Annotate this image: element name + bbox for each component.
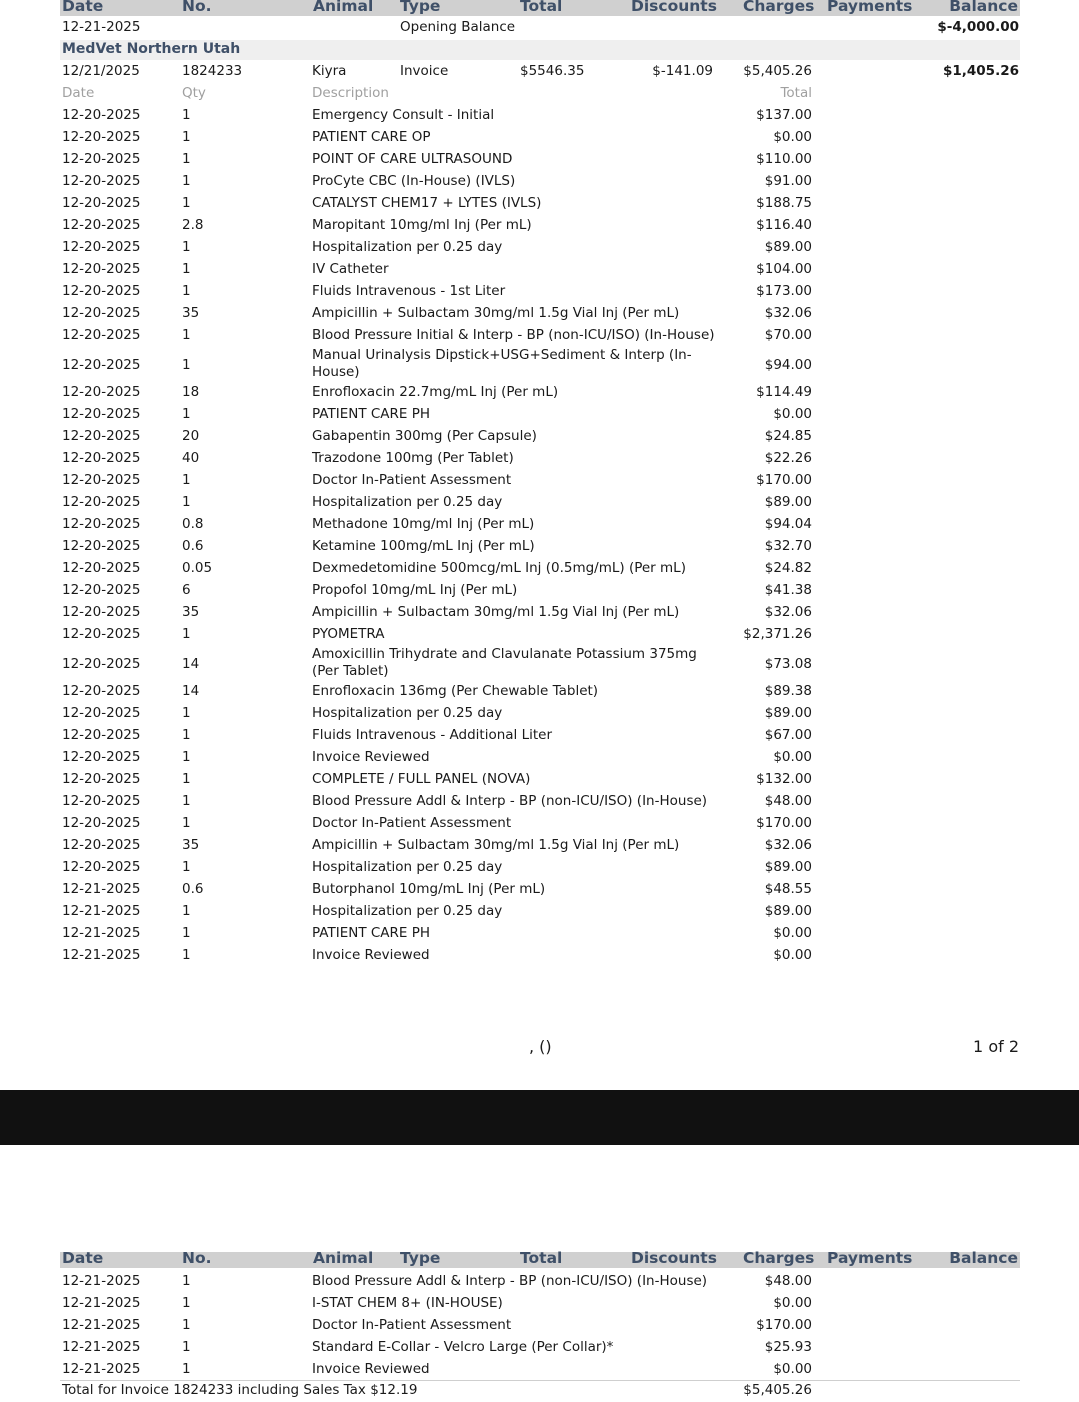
table-row [0, 683, 1079, 705]
item-qty: 2.8 [182, 217, 204, 233]
item-qty: 1 [182, 327, 191, 343]
item-qty: 1 [182, 472, 191, 488]
header-animal: Animal [313, 1249, 374, 1267]
item-date: 12-21-2025 [62, 1295, 141, 1311]
header-charges: Charges [743, 1249, 815, 1267]
item-description: Hospitalization per 0.25 day [312, 903, 503, 919]
item-date: 12-20-2025 [62, 749, 141, 765]
opening-label: Opening Balance [400, 19, 516, 35]
table-row [0, 1317, 1079, 1339]
opening-date: 12-21-2025 [62, 19, 141, 35]
invoice-date: 12/21/2025 [62, 63, 140, 79]
item-date: 12-20-2025 [62, 261, 141, 277]
item-date: 12-20-2025 [62, 837, 141, 853]
item-total: $89.00 [764, 494, 812, 510]
subheader-qty: Qty [182, 85, 206, 101]
item-description: Dexmedetomidine 500mcg/mL Inj (0.5mg/mL) (Per mL) [312, 560, 686, 576]
item-total: $110.00 [756, 151, 812, 167]
item-date: 12-20-2025 [62, 327, 141, 343]
header-animal: Animal [313, 0, 374, 15]
header-discounts: Discounts [631, 0, 717, 15]
item-total: $0.00 [773, 925, 812, 941]
table-row [0, 859, 1079, 881]
table-row [0, 793, 1079, 815]
table-row [0, 107, 1079, 129]
item-total: $137.00 [756, 107, 812, 123]
table-row [0, 1339, 1079, 1361]
header-date: Date [62, 0, 104, 15]
header-payments: Payments [827, 0, 913, 15]
item-description: Emergency Consult - Initial [312, 107, 495, 123]
item-date: 12-20-2025 [62, 656, 141, 672]
item-total: $170.00 [756, 1317, 812, 1333]
item-total: $89.00 [764, 705, 812, 721]
item-qty: 1 [182, 1295, 191, 1311]
item-date: 12-20-2025 [62, 560, 141, 576]
item-date: 12-21-2025 [62, 881, 141, 897]
table-row [0, 494, 1079, 516]
item-total: $32.06 [764, 604, 812, 620]
item-date: 12-21-2025 [62, 947, 141, 963]
item-date: 12-20-2025 [62, 217, 141, 233]
item-total: $24.85 [764, 428, 812, 444]
item-total: $104.00 [756, 261, 812, 277]
table-row [0, 129, 1079, 151]
item-description: Manual Urinalysis Dipstick+USG+Sediment & Interp (In-House) [312, 347, 692, 380]
grand-total-label: Total for Invoice 1824233 including Sales Tax $12.19 [62, 1382, 418, 1398]
item-description: Maropitant 10mg/ml Inj (Per mL) [312, 217, 532, 233]
item-total: $32.06 [764, 305, 812, 321]
item-date: 12-20-2025 [62, 151, 141, 167]
item-date: 12-20-2025 [62, 239, 141, 255]
item-qty: 1 [182, 406, 191, 422]
header-balance: Balance [949, 1249, 1018, 1267]
invoice-total: $5546.35 [520, 63, 585, 79]
header-type: Type [400, 0, 441, 15]
item-description: Hospitalization per 0.25 day [312, 494, 503, 510]
table-row [0, 472, 1079, 494]
item-date: 12-21-2025 [62, 903, 141, 919]
item-date: 12-21-2025 [62, 1317, 141, 1333]
item-date: 12-20-2025 [62, 384, 141, 400]
item-qty: 35 [182, 604, 200, 620]
item-description: Blood Pressure Addl & Interp - BP (non-ICU/ISO) (In-House) [312, 1273, 708, 1289]
item-total: $67.00 [764, 727, 812, 743]
item-qty: 1 [182, 195, 191, 211]
subheader-total: Total [780, 85, 812, 101]
item-total: $0.00 [773, 406, 812, 422]
header-total: Total [520, 1249, 563, 1267]
item-description: Propofol 10mg/mL Inj (Per mL) [312, 582, 518, 598]
item-qty: 1 [182, 239, 191, 255]
table-row [0, 538, 1079, 560]
item-total: $91.00 [764, 173, 812, 189]
table-row [0, 1295, 1079, 1317]
item-qty: 6 [182, 582, 191, 598]
item-date: 12-20-2025 [62, 793, 141, 809]
item-qty: 0.8 [182, 516, 204, 532]
item-description: Amoxicillin Trihydrate and Clavulanate Potassium 375mg (Per Tablet) [312, 646, 697, 679]
item-qty: 0.05 [182, 560, 213, 576]
item-description: PATIENT CARE PH [312, 925, 431, 941]
item-date: 12-21-2025 [62, 1339, 141, 1355]
table-row [0, 327, 1079, 349]
item-total: $170.00 [756, 472, 812, 488]
item-total: $132.00 [756, 771, 812, 787]
invoice-type: Invoice [400, 63, 449, 79]
item-qty: 1 [182, 947, 191, 963]
item-date: 12-21-2025 [62, 1361, 141, 1377]
table-row [0, 384, 1079, 406]
item-date: 12-20-2025 [62, 357, 141, 373]
item-qty: 1 [182, 107, 191, 123]
page-number: 1 of 2 [973, 1037, 1019, 1056]
item-qty: 1 [182, 793, 191, 809]
item-description: I-STAT CHEM 8+ (IN-HOUSE) [312, 1295, 503, 1311]
item-description: Invoice Reviewed [312, 749, 430, 765]
item-description: Methadone 10mg/ml Inj (Per mL) [312, 516, 535, 532]
item-total: $114.49 [756, 384, 812, 400]
item-total: $25.93 [764, 1339, 812, 1355]
item-date: 12-20-2025 [62, 859, 141, 875]
item-date: 12-20-2025 [62, 626, 141, 642]
item-date: 12-20-2025 [62, 129, 141, 145]
item-date: 12-20-2025 [62, 472, 141, 488]
item-qty: 1 [182, 925, 191, 941]
header-date: Date [62, 1249, 104, 1267]
item-qty: 1 [182, 1361, 191, 1377]
invoice-number: 1824233 [182, 63, 243, 79]
item-date: 12-20-2025 [62, 771, 141, 787]
item-qty: 1 [182, 626, 191, 642]
grand-total-value: $5,405.26 [743, 1382, 812, 1398]
item-total: $32.06 [764, 837, 812, 853]
item-description: PATIENT CARE OP [312, 129, 431, 145]
table-row [0, 151, 1079, 173]
header-no: No. [182, 0, 212, 15]
item-date: 12-20-2025 [62, 538, 141, 554]
table-row [0, 406, 1079, 428]
footer-center: , () [529, 1037, 552, 1056]
item-qty: 1 [182, 1273, 191, 1289]
header-balance: Balance [949, 0, 1018, 15]
table-row [0, 925, 1079, 947]
item-qty: 18 [182, 384, 200, 400]
table-row [0, 217, 1079, 239]
item-total: $0.00 [773, 947, 812, 963]
table-row [0, 903, 1079, 925]
item-qty: 1 [182, 859, 191, 875]
table-header [60, 0, 1020, 16]
item-description: Standard E-Collar - Velcro Large (Per Collar)* [312, 1339, 614, 1355]
item-qty: 1 [182, 283, 191, 299]
item-date: 12-20-2025 [62, 107, 141, 123]
header-no: No. [182, 1249, 212, 1267]
subheader-date: Date [62, 85, 95, 101]
table-row [0, 1273, 1079, 1295]
item-date: 12-20-2025 [62, 305, 141, 321]
item-qty: 1 [182, 727, 191, 743]
opening-balance-row [0, 19, 1079, 41]
table-row [0, 305, 1079, 327]
item-description: Fluids Intravenous - 1st Liter [312, 283, 506, 299]
item-total: $89.38 [764, 683, 812, 699]
item-date: 12-20-2025 [62, 428, 141, 444]
table-row [0, 727, 1079, 749]
table-row [0, 349, 1079, 385]
item-date: 12-20-2025 [62, 604, 141, 620]
item-total: $2,371.26 [743, 626, 812, 642]
table-row [0, 428, 1079, 450]
item-qty: 1 [182, 1339, 191, 1355]
table-row [0, 771, 1079, 793]
item-description: Enrofloxacin 22.7mg/mL Inj (Per mL) [312, 384, 559, 400]
table-row [0, 261, 1079, 283]
table-row [0, 582, 1079, 604]
item-total: $48.00 [764, 793, 812, 809]
item-total: $94.04 [764, 516, 812, 532]
table-row [0, 195, 1079, 217]
table-row [0, 239, 1079, 261]
header-charges: Charges [743, 0, 815, 15]
item-qty: 14 [182, 683, 200, 699]
invoice-balance: $1,405.26 [942, 63, 1019, 79]
item-date: 12-20-2025 [62, 727, 141, 743]
clinic-name: MedVet Northern Utah [62, 41, 241, 57]
item-qty: 1 [182, 771, 191, 787]
item-total: $173.00 [756, 283, 812, 299]
table-row [0, 881, 1079, 903]
header-discounts: Discounts [631, 1249, 717, 1267]
item-qty: 0.6 [182, 881, 204, 897]
item-total: $32.70 [764, 538, 812, 554]
item-total: $89.00 [764, 903, 812, 919]
item-description: Invoice Reviewed [312, 1361, 430, 1377]
item-qty: 35 [182, 305, 200, 321]
table-row [0, 947, 1079, 969]
item-total: $0.00 [773, 749, 812, 765]
table-row [0, 749, 1079, 771]
invoice-discounts: $-141.09 [652, 63, 713, 79]
item-date: 12-20-2025 [62, 173, 141, 189]
header-payments: Payments [827, 1249, 913, 1267]
item-total: $0.00 [773, 1361, 812, 1377]
item-date: 12-21-2025 [62, 925, 141, 941]
item-total: $116.40 [756, 217, 812, 233]
table-row [0, 450, 1079, 472]
item-description: Doctor In-Patient Assessment [312, 472, 512, 488]
table-row [0, 516, 1079, 538]
item-qty: 1 [182, 903, 191, 919]
item-description: Gabapentin 300mg (Per Capsule) [312, 428, 537, 444]
item-date: 12-20-2025 [62, 406, 141, 422]
item-qty: 1 [182, 261, 191, 277]
item-total: $89.00 [764, 859, 812, 875]
item-date: 12-20-2025 [62, 450, 141, 466]
item-description: COMPLETE / FULL PANEL (NOVA) [312, 771, 531, 787]
item-date: 12-20-2025 [62, 705, 141, 721]
table-row [0, 283, 1079, 305]
item-total: $89.00 [764, 239, 812, 255]
header-total: Total [520, 0, 563, 15]
item-qty: 1 [182, 151, 191, 167]
clinic-band [60, 40, 1020, 60]
item-date: 12-20-2025 [62, 195, 141, 211]
item-qty: 1 [182, 1317, 191, 1333]
item-description: POINT OF CARE ULTRASOUND [312, 151, 513, 167]
item-description: Butorphanol 10mg/mL Inj (Per mL) [312, 881, 546, 897]
item-date: 12-20-2025 [62, 283, 141, 299]
item-total: $22.26 [764, 450, 812, 466]
item-total: $24.82 [764, 560, 812, 576]
grand-total-row [60, 1380, 1020, 1402]
item-date: 12-20-2025 [62, 516, 141, 532]
item-qty: 40 [182, 450, 200, 466]
item-qty: 0.6 [182, 538, 204, 554]
item-total: $170.00 [756, 815, 812, 831]
item-qty: 1 [182, 705, 191, 721]
item-description: Blood Pressure Addl & Interp - BP (non-ICU/ISO) (In-House) [312, 793, 708, 809]
item-date: 12-20-2025 [62, 494, 141, 510]
item-qty: 1 [182, 494, 191, 510]
table-row [0, 837, 1079, 859]
item-description: IV Catheter [312, 261, 389, 277]
table-row [0, 705, 1079, 727]
item-total: $70.00 [764, 327, 812, 343]
table-row [0, 173, 1079, 195]
item-description: Hospitalization per 0.25 day [312, 239, 503, 255]
item-total: $48.00 [764, 1273, 812, 1289]
item-total: $0.00 [773, 1295, 812, 1311]
item-description: Ketamine 100mg/mL Inj (Per mL) [312, 538, 535, 554]
item-description: Ampicillin + Sulbactam 30mg/ml 1.5g Vial Inj (Per mL) [312, 604, 680, 620]
item-description: ProCyte CBC (In-House) (IVLS) [312, 173, 516, 189]
item-description: Hospitalization per 0.25 day [312, 705, 503, 721]
opening-balance: $-4,000.00 [937, 19, 1019, 35]
table-row [0, 648, 1079, 684]
invoice-charges: $5,405.26 [743, 63, 812, 79]
item-total: $0.00 [773, 129, 812, 145]
item-description: PYOMETRA [312, 626, 385, 642]
item-total: $188.75 [756, 195, 812, 211]
item-total: $48.55 [764, 881, 812, 897]
item-date: 12-20-2025 [62, 582, 141, 598]
item-total: $94.00 [764, 357, 812, 373]
line-items-subheader [0, 85, 1079, 107]
table-header-page2 [60, 1249, 1020, 1268]
page-separator [0, 1090, 1079, 1145]
item-description: Doctor In-Patient Assessment [312, 815, 512, 831]
item-qty: 20 [182, 428, 200, 444]
item-qty: 1 [182, 129, 191, 145]
table-row [0, 604, 1079, 626]
table-row [0, 815, 1079, 837]
item-qty: 1 [182, 357, 191, 373]
item-description: Ampicillin + Sulbactam 30mg/ml 1.5g Vial Inj (Per mL) [312, 305, 680, 321]
item-qty: 14 [182, 656, 200, 672]
item-description: CATALYST CHEM17 + LYTES (IVLS) [312, 195, 542, 211]
item-description: Fluids Intravenous - Additional Liter [312, 727, 553, 743]
item-date: 12-20-2025 [62, 815, 141, 831]
item-description: Doctor In-Patient Assessment [312, 1317, 512, 1333]
table-row [0, 626, 1079, 648]
item-qty: 35 [182, 837, 200, 853]
item-date: 12-20-2025 [62, 683, 141, 699]
invoice-animal: Kiyra [312, 63, 347, 79]
item-total: $73.08 [764, 656, 812, 672]
item-qty: 1 [182, 749, 191, 765]
header-type: Type [400, 1249, 441, 1267]
item-description: Trazodone 100mg (Per Tablet) [312, 450, 514, 466]
item-qty: 1 [182, 173, 191, 189]
item-total: $41.38 [764, 582, 812, 598]
item-description: PATIENT CARE PH [312, 406, 431, 422]
item-description: Hospitalization per 0.25 day [312, 859, 503, 875]
invoice-row [0, 63, 1079, 85]
item-qty: 1 [182, 815, 191, 831]
item-description: Enrofloxacin 136mg (Per Chewable Tablet) [312, 683, 599, 699]
item-description: Blood Pressure Initial & Interp - BP (non-ICU/ISO) (In-House) [312, 327, 715, 343]
table-row [0, 560, 1079, 582]
item-date: 12-21-2025 [62, 1273, 141, 1289]
item-description: Invoice Reviewed [312, 947, 430, 963]
subheader-description: Description [312, 85, 389, 101]
item-description: Ampicillin + Sulbactam 30mg/ml 1.5g Vial Inj (Per mL) [312, 837, 680, 853]
